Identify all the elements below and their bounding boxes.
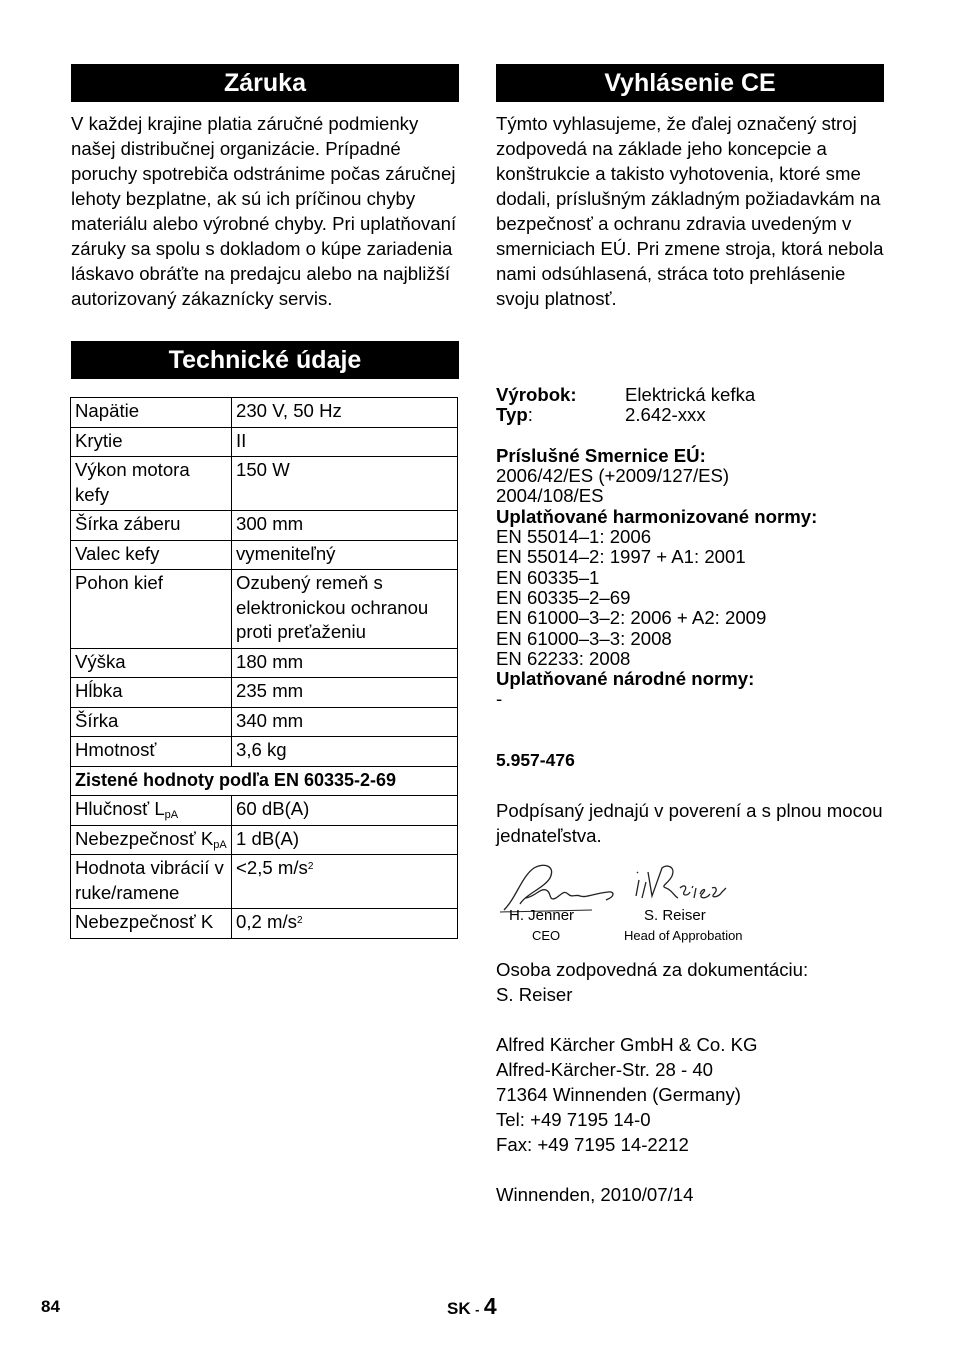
- type-row: [496, 405, 884, 425]
- spec-value: II: [232, 427, 458, 457]
- address-line: 71364 Winnenden (Germany): [496, 1084, 741, 1105]
- spec-key: [71, 796, 232, 826]
- table-row: [71, 707, 458, 737]
- spec-value: 300 mm: [232, 511, 458, 541]
- harmonized-item: EN 60335–2–69: [496, 586, 631, 608]
- signatory2-title: Head of Approbation: [624, 928, 743, 943]
- spec-value: [232, 855, 458, 909]
- table-row: [71, 909, 458, 939]
- spec-key: [71, 825, 232, 855]
- vibk-value: 0,2 m/s: [236, 911, 297, 932]
- spec-key: Výška: [71, 648, 232, 678]
- spec-key: Nebezpečnosť K: [71, 909, 232, 939]
- spec-key: Pohon kief: [71, 570, 232, 649]
- spec-key: Hmotnosť: [71, 737, 232, 767]
- table-row: [71, 511, 458, 541]
- doc-person-block: [496, 957, 884, 1007]
- spec-key: Napätie: [71, 398, 232, 428]
- warranty-section: [71, 64, 459, 311]
- warranty-text: V každej krajine platia záručné podmienky našej distribučnej organizácie. Prípadné poruchy spotrebiča odstránime počas záručnej lehoty bezplatne, ak sú ich príčinou chyby materiálu alebo výrobné chyby. Pri uplatňovaní záruky sa spolu s dokladom o kúpe zariadenia láskavo obráťte na predajcu alebo na najbližší autorizovaný zákaznícky servis.: [71, 113, 457, 309]
- table-row: [71, 540, 458, 570]
- signed-text: Podpísaný jednajú v poverení a s plnou mocou jednateľstva.: [496, 800, 883, 846]
- address-line: Alfred-Kärcher-Str. 28 - 40: [496, 1059, 714, 1080]
- table-row: [71, 570, 458, 649]
- product-label: Výrobok:: [496, 384, 577, 405]
- signatory2-name: S. Reiser: [644, 907, 706, 924]
- address-block: [496, 1032, 884, 1157]
- tech-spec-table: [70, 397, 458, 939]
- vib-sup: 2: [307, 861, 314, 872]
- table-row: [71, 855, 458, 909]
- spec-key: Šírka záberu: [71, 511, 232, 541]
- table-row: [71, 457, 458, 511]
- spec-value: 150 W: [232, 457, 458, 511]
- ce-section: [496, 64, 884, 311]
- spec-value: 230 V, 50 Hz: [232, 398, 458, 428]
- vibk-sup: 2: [296, 915, 303, 926]
- type-colon: :: [527, 404, 533, 426]
- footer-section-page: 4: [483, 1293, 497, 1319]
- vib-value: <2,5 m/s: [236, 857, 308, 878]
- harmonized-item: EN 61000–3–3: 2008: [496, 627, 672, 649]
- spec-value: 180 mm: [232, 648, 458, 678]
- national-value: -: [496, 688, 503, 710]
- harmonized-item: EN 61000–3–2: 2006 + A2: 2009: [496, 607, 767, 629]
- spec-key: Krytie: [71, 427, 232, 457]
- address-line: Fax: +49 7195 14-2212: [496, 1134, 689, 1155]
- noise-sub: pA: [164, 809, 179, 821]
- national-label: Uplatňované národné normy:: [496, 668, 755, 690]
- spec-key: Výkon motora kefy: [71, 457, 232, 511]
- doc-person-label: Osoba zodpovedná za dokumentáciu:: [496, 959, 809, 980]
- harmonized-item: EN 60335–1: [496, 566, 600, 588]
- ce-heading: Vyhlásenie CE: [496, 64, 884, 102]
- spec-value: 1 dB(A): [232, 825, 458, 855]
- signatory1-title: CEO: [532, 928, 561, 943]
- place-date: Winnenden, 2010/07/14: [496, 1184, 694, 1205]
- table-row: [71, 678, 458, 708]
- spec-value: [232, 909, 458, 939]
- spec-key: Valec kefy: [71, 540, 232, 570]
- harmonized-item: EN 62233: 2008: [496, 647, 631, 669]
- directive-item: 2004/108/ES: [496, 485, 604, 507]
- doc-person: S. Reiser: [496, 984, 573, 1005]
- spec-value: vymeniteľný: [232, 540, 458, 570]
- spec-value: Ozubený remeň s elektronickou ochranou proti preťaženiu: [232, 570, 458, 649]
- noise-label: Hlučnosť L: [75, 798, 165, 819]
- table-row: [71, 766, 458, 796]
- type-value: 2.642-xxx: [625, 404, 706, 426]
- tech-heading: Technické údaje: [71, 341, 459, 379]
- table-row: [71, 796, 458, 826]
- spec-value: 340 mm: [232, 707, 458, 737]
- product-row: [496, 385, 884, 405]
- page-number: 84: [41, 1297, 60, 1316]
- measured-values-header: Zistené hodnoty podľa EN 60335-2-69: [71, 766, 458, 796]
- signature-block: [496, 858, 796, 948]
- footer-lang: SK: [447, 1299, 471, 1318]
- doc-number: 5.957-476: [496, 750, 575, 770]
- harmonized-item: EN 55014–2: 1997 + A1: 2001: [496, 546, 746, 568]
- spec-key: Hĺbka: [71, 678, 232, 708]
- signatory1-name: H. Jenner: [509, 907, 575, 924]
- type-label: Typ: [496, 404, 528, 426]
- uncert-label: Nebezpečnosť K: [75, 827, 214, 849]
- spec-value: 60 dB(A): [232, 796, 458, 826]
- table-row: [71, 737, 458, 767]
- harmonized-label: Uplatňované harmonizované normy:: [496, 505, 818, 527]
- uncert-sub: pA: [213, 838, 227, 851]
- directive-item: 2006/42/ES (+2009/127/ES): [496, 465, 730, 487]
- spec-key: Hodnota vibrácií v ruke/ramene: [71, 855, 232, 909]
- ce-details: [496, 385, 884, 710]
- product-value: Elektrická kefka: [625, 384, 756, 405]
- directives-label: Príslušné Smernice EÚ:: [496, 444, 706, 466]
- table-row: [71, 648, 458, 678]
- address-line: Alfred Kärcher GmbH & Co. KG: [496, 1034, 758, 1055]
- spec-value: 235 mm: [232, 678, 458, 708]
- table-row: [71, 398, 458, 428]
- ce-text: Týmto vyhlasujeme, že ďalej označený stroj zodpovedá na základe jeho koncepcie a konštrukcie a takisto vyhotovenia, ktoré sme dodali, príslušným základným požiadavkám na bezpečnosť a ochranu zdravia uvedeným v smerniciach EÚ. Pri zmene stroja, ktorá nebola nami odsúhlasená, stráca toto prehlásenie svoju platnosť.: [496, 113, 884, 309]
- address-line: Tel: +49 7195 14-0: [496, 1109, 651, 1130]
- harmonized-item: EN 55014–1: 2006: [496, 526, 652, 548]
- footer-section: [447, 1293, 497, 1320]
- footer-dash: -: [475, 1302, 480, 1317]
- warranty-heading: Záruka: [71, 64, 459, 102]
- spec-value: 3,6 kg: [232, 737, 458, 767]
- spec-key: Šírka: [71, 707, 232, 737]
- tech-heading-block: [71, 341, 459, 379]
- table-row: [71, 427, 458, 457]
- table-row: [71, 825, 458, 855]
